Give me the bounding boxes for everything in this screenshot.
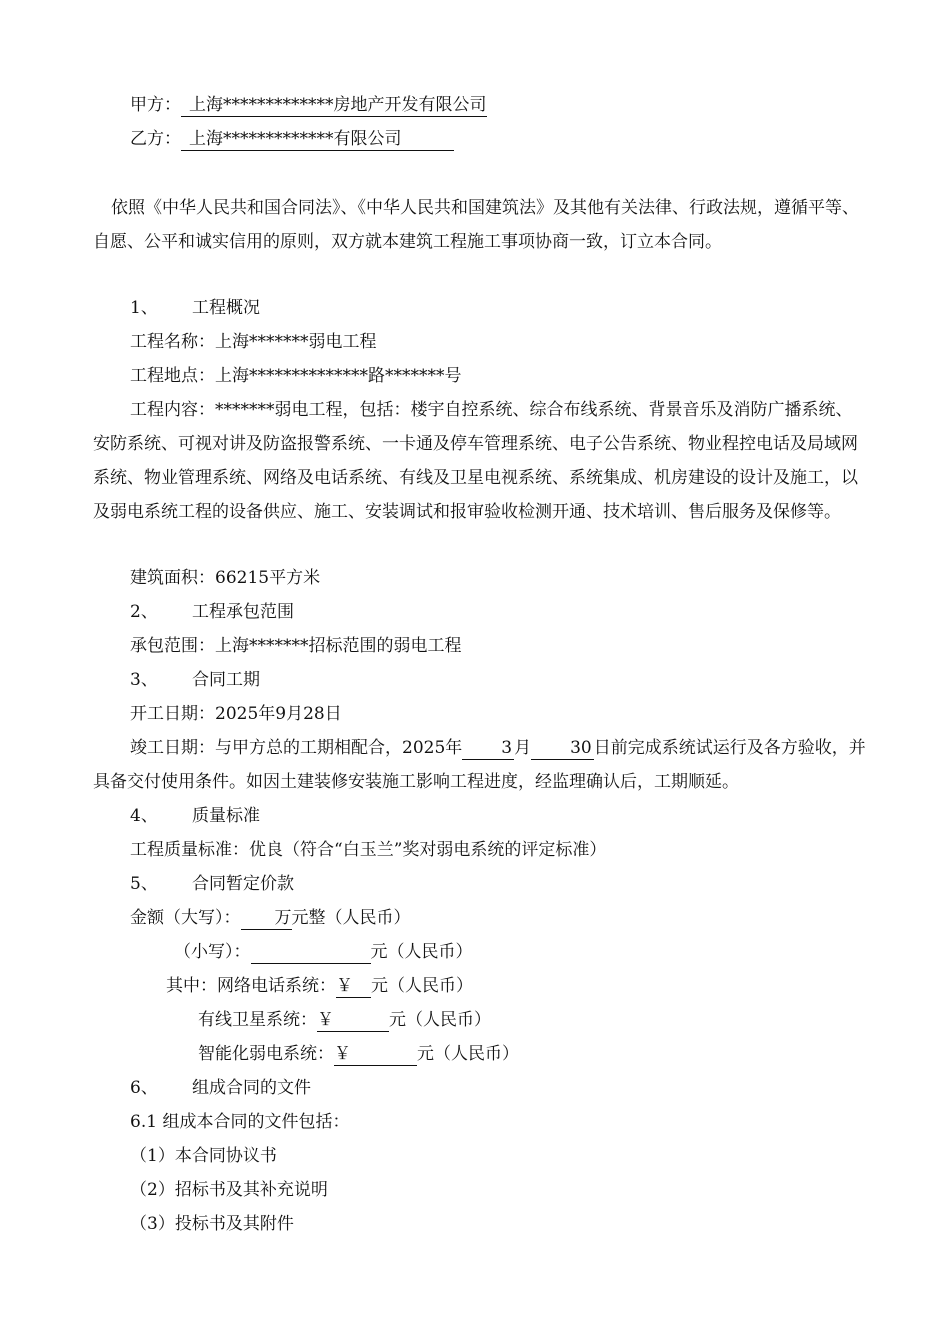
project-location: 工程地点：上海**************路*******号 — [130, 366, 462, 386]
amount-lowercase-blank — [251, 941, 371, 964]
section-2-heading: 2、 工程承包范围 — [130, 602, 294, 622]
completion-date: 竣工日期：与甲方总的工期相配合，2025年 3 月 30 日前完成系统试运行及各方验收，并具备交付使用条件。如因土建装修安装施工影响工程进度，经监理确认后，工期顺延。 — [93, 738, 866, 792]
section-1-heading: 1、 工程概况 — [130, 298, 260, 318]
completion-day: 30 — [531, 737, 594, 760]
party-b-label: 乙方： — [130, 129, 181, 149]
section-3-heading: 3、 合同工期 — [130, 670, 260, 690]
party-a-label: 甲方： — [130, 95, 181, 115]
document-item: （1）本合同协议书 — [130, 1146, 277, 1166]
section-5-heading: 5、 合同暂定价款 — [130, 874, 294, 894]
party-b — [130, 122, 454, 156]
amount-uppercase: 金额（大写）： 万元整（人民币） — [130, 908, 411, 928]
project-name: 工程名称：上海*******弱电工程 — [130, 332, 377, 352]
building-area: 建筑面积：66215平方米 — [130, 568, 321, 588]
network-phone-amount: 其中：网络电话系统：￥ 元（人民币） — [166, 976, 473, 996]
contract-scope: 承包范围：上海*******招标范围的弱电工程 — [130, 636, 462, 656]
document-item: （3）投标书及其附件 — [130, 1214, 294, 1234]
start-date: 开工日期：2025年9月28日 — [130, 704, 342, 724]
satellite-blank: ￥ — [317, 1009, 389, 1032]
section-4-heading: 4、 质量标准 — [130, 806, 260, 826]
intro-paragraph: 依照《中华人民共和国合同法》、《中华人民共和国建筑法》及其他有关法律、行政法规，遵循平等、自愿、公平和诚实信用的原则，双方就本建筑工程施工事项协商一致，订立本合同。 — [93, 198, 859, 252]
network-phone-blank: ￥ — [336, 975, 371, 998]
documents-intro: 6.1 组成本合同的文件包括： — [130, 1112, 350, 1132]
section-6-heading: 6、 组成合同的文件 — [130, 1078, 311, 1098]
party-a-value: 上海*************房地产开发有限公司 — [181, 94, 487, 117]
satellite-amount: 有线卫星系统：￥ 元（人民币） — [198, 1010, 491, 1030]
smart-system-amount: 智能化弱电系统：￥ 元（人民币） — [198, 1044, 519, 1064]
amount-lowercase: （小写）： 元（人民币） — [174, 942, 473, 962]
quality-standard: 工程质量标准：优良（符合“白玉兰”奖对弱电系统的评定标准） — [130, 840, 607, 860]
amount-uppercase-blank: 万 — [241, 907, 292, 930]
completion-month: 3 — [462, 737, 514, 760]
smart-system-blank: ￥ — [334, 1043, 417, 1066]
party-b-value: 上海*************有限公司 — [181, 128, 454, 151]
document-item: （2）招标书及其补充说明 — [130, 1180, 328, 1200]
project-content: 工程内容：*******弱电工程，包括：楼宇自控系统、综合布线系统、背景音乐及消防广播系统、安防系统、可视对讲及防盗报警系统、一卡通及停车管理系统、电子公告系统、物业程控电话及局域网系统、物业管理系统、网络及电话系统、有线及卫星电视系统、系统集成、机房建设的设计及施工，以及弱电系统工程的设备供应、施工、安装调试和报审验收检测开通、技术培训、售后服务及保修等。 — [93, 400, 858, 522]
party-a — [130, 88, 487, 122]
